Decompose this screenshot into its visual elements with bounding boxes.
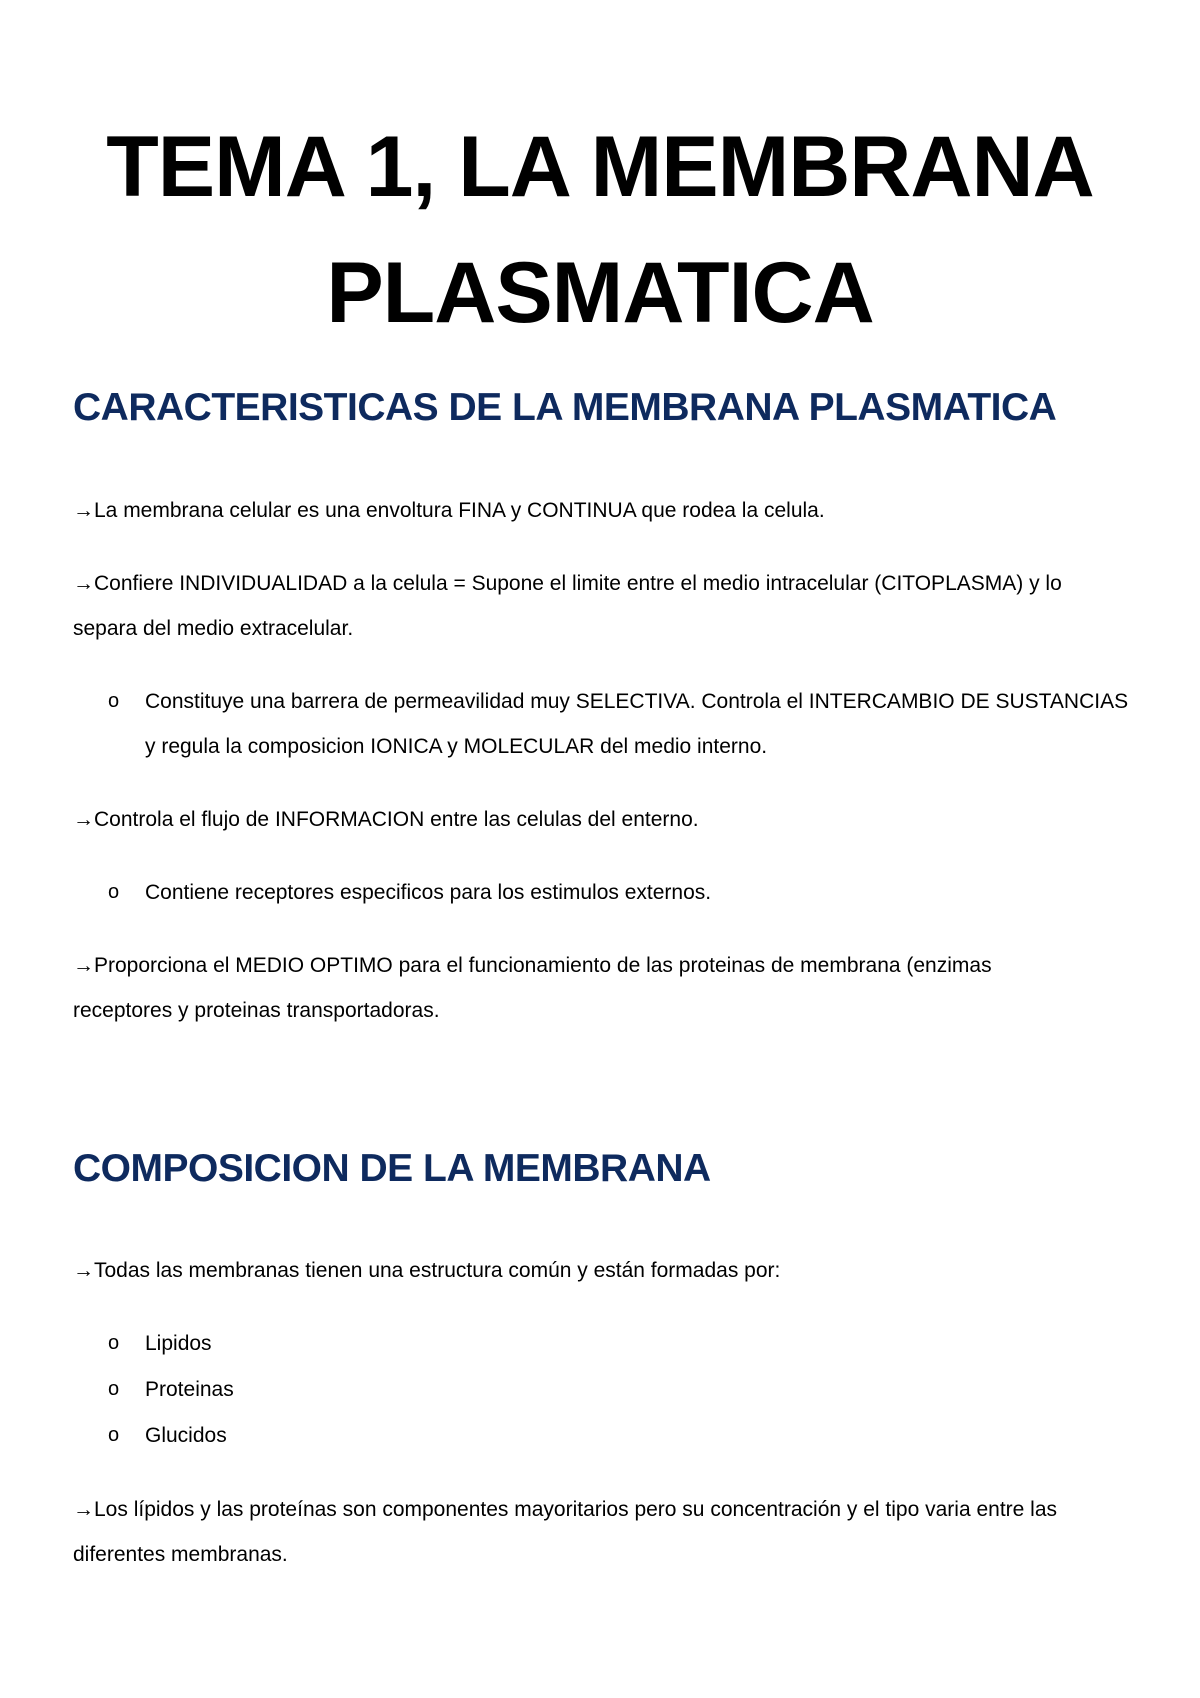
bullet-item-1-line2: y regula la composicion IONICA y MOLECULAR del medio interno.	[145, 735, 768, 758]
list-item-lipidos: Lipidos	[145, 1332, 212, 1355]
bullet-item-1-line1: Constituye una barrera de permeavilidad muy SELECTIVA. Controla el INTERCAMBIO DE SUSTANCIAS	[145, 690, 1129, 713]
paragraph-2-line2: separa del medio extracelular.	[73, 617, 354, 640]
paragraph-4-line1: Proporciona el MEDIO OPTIMO para el funcionamiento de las proteinas de membrana (enzimas	[94, 954, 992, 977]
bullet-circle-icon: o	[108, 881, 120, 903]
arrow-icon: →	[73, 572, 94, 595]
paragraph-5-text: Todas las membranas tienen una estructura común y están formadas por:	[94, 1259, 781, 1282]
document-title-line2: PLASMATICA	[326, 245, 874, 341]
paragraph-1-text: La membrana celular es una envoltura FINA y CONTINUA que rodea la celula.	[94, 499, 825, 522]
bullet-circle-icon: o	[108, 690, 120, 712]
bullet-item-2: Contiene receptores especificos para los estimulos externos.	[145, 881, 712, 904]
section-heading-composicion: COMPOSICION DE LA MEMBRANA	[73, 1147, 711, 1190]
bullet-item-1	[145, 679, 1155, 769]
paragraph-3-text: Controla el flujo de INFORMACION entre las celulas del enterno.	[94, 808, 699, 831]
paragraph-2-line1: Confiere INDIVIDUALIDAD a la celula = Supone el limite entre el medio intracelular (CITOPLASMA) y lo	[94, 572, 1062, 595]
paragraph-6	[73, 1487, 1153, 1577]
paragraph-1	[73, 488, 1153, 533]
paragraph-6-line1: Los lípidos y las proteínas son componentes mayoritarios pero su concentración y el tipo varia entre las	[94, 1498, 1058, 1521]
bullet-circle-icon: o	[108, 1424, 120, 1446]
arrow-icon: →	[73, 1498, 94, 1521]
arrow-icon: →	[73, 1259, 94, 1282]
arrow-icon: →	[73, 499, 94, 522]
bullet-circle-icon: o	[108, 1378, 120, 1400]
paragraph-3	[73, 797, 1153, 842]
paragraph-2	[73, 561, 1153, 651]
list-item-glucidos: Glucidos	[145, 1424, 227, 1447]
document-title-line1: TEMA 1, LA MEMBRANA	[106, 119, 1094, 215]
paragraph-4	[73, 943, 1153, 1033]
arrow-icon: →	[73, 954, 94, 977]
arrow-icon: →	[73, 808, 94, 831]
paragraph-6-line2: diferentes membranas.	[73, 1543, 288, 1566]
section-heading-caracteristicas: CARACTERISTICAS DE LA MEMBRANA PLASMATICA	[73, 386, 1057, 429]
paragraph-4-line2: receptores y proteinas transportadoras.	[73, 999, 440, 1022]
list-item-proteinas: Proteinas	[145, 1378, 234, 1401]
paragraph-5	[73, 1248, 1153, 1293]
bullet-circle-icon: o	[108, 1332, 120, 1354]
